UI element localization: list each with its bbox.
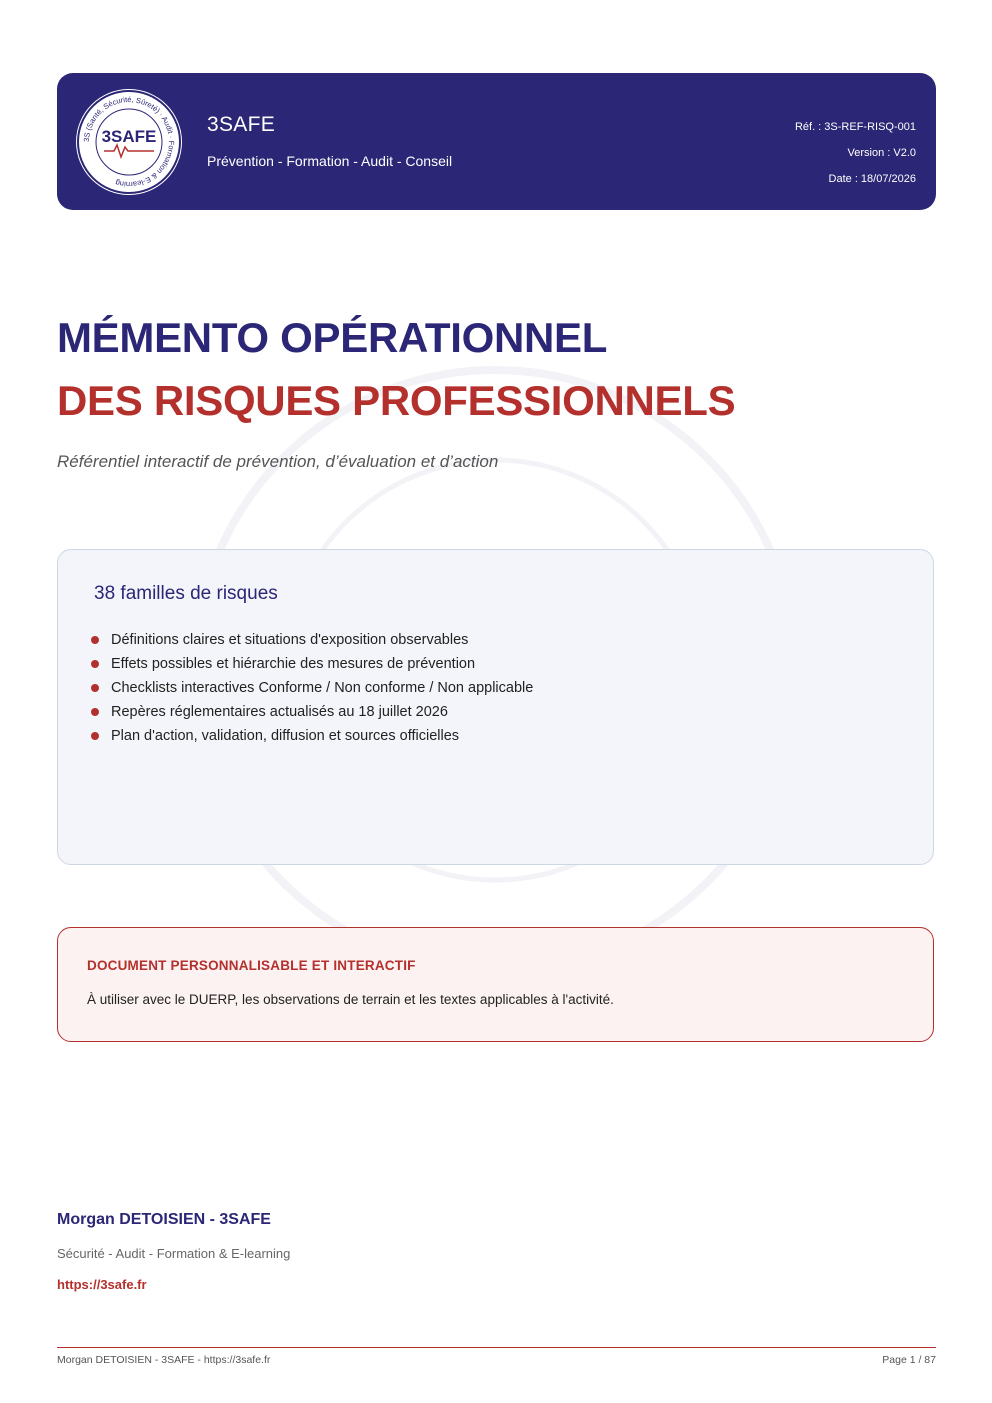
- document-reference: Réf. : 3S-REF-RISQ-001: [794, 121, 916, 133]
- author-role: Sécurité - Audit - Formation & E-learning: [57, 1246, 291, 1261]
- page-title-line-1: MÉMENTO OPÉRATIONNEL: [57, 314, 608, 361]
- document-date: Date : 18/07/2026: [828, 173, 916, 185]
- svg-text:3S (Santé, Sécurité, Sûreté) ·: 3S (Santé, Sécurité, Sûreté) · Audit · Formation & E-learning: [81, 94, 177, 190]
- brand-tagline: Prévention - Formation - Audit - Conseil: [207, 153, 453, 169]
- page-number: Page 1 / 87: [882, 1354, 936, 1366]
- brand-name: 3SAFE: [207, 113, 276, 136]
- svg-text:3SAFE: 3SAFE: [101, 127, 157, 146]
- website-link[interactable]: https://3safe.fr: [57, 1277, 147, 1292]
- list-item: Checklists interactives Conforme / Non conforme / Non applicable: [91, 676, 533, 700]
- list-item: Repères réglementaires actualisés au 18 juillet 2026: [91, 700, 533, 724]
- notice-panel: [57, 927, 934, 1042]
- document-meta: [795, 114, 916, 192]
- features-panel: [57, 549, 934, 865]
- notice-heading: DOCUMENT PERSONNALISABLE ET INTERACTIF: [87, 958, 416, 973]
- features-list: [91, 628, 533, 748]
- page-title-line-2: DES RISQUES PROFESSIONNELS: [57, 377, 736, 424]
- features-heading: 38 familles de risques: [94, 583, 278, 604]
- company-seal-logo: [76, 89, 182, 195]
- page-subtitle: Référentiel interactif de prévention, d’évaluation et d’action: [57, 452, 499, 471]
- list-item: Définitions claires et situations d'exposition observables: [91, 628, 533, 652]
- list-item: Effets possibles et hiérarchie des mesures de prévention: [91, 652, 533, 676]
- author-name: Morgan DETOISIEN - 3SAFE: [57, 1211, 271, 1228]
- header-banner: [57, 73, 936, 210]
- footer-divider: [57, 1347, 936, 1348]
- list-item: Plan d'action, validation, diffusion et sources officielles: [91, 724, 533, 748]
- notice-text: À utiliser avec le DUERP, les observations de terrain et les textes applicables à l'activité.: [87, 992, 614, 1007]
- footer-credit: Morgan DETOISIEN - 3SAFE - https://3safe.fr: [57, 1354, 271, 1366]
- document-version: Version : V2.0: [847, 147, 916, 159]
